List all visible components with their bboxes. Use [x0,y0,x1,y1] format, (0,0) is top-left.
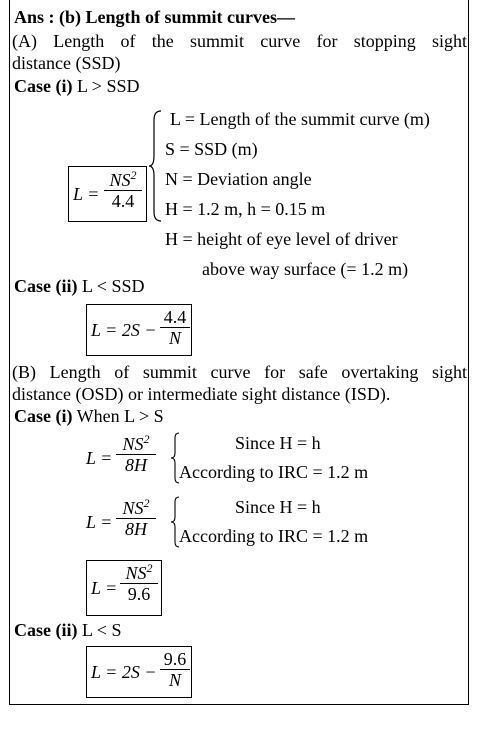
formula-d-numerator: 9.6 [163,649,187,669]
formula-d-fraction [160,649,190,690]
formula-2-lhs: L = 2S − [91,320,157,340]
formula-b-denominator: 8H [116,518,156,539]
section-a-title-line2: distance (SSD) [12,53,121,73]
case-ii-label: Case (ii) [14,276,78,296]
formula-b-numerator: $NS^2$ [122,496,150,518]
formula-a-lhs: L = [86,448,113,468]
case-b-i-row [14,406,164,426]
formula-d-denominator: N [160,669,190,690]
formula-1-fraction [104,170,142,211]
case-b-ii-row [14,620,121,640]
formula-b-fraction [116,498,156,539]
formula-1-numerator: $NS^2$ [109,168,137,190]
section-b-title-line1: (B) Length of summit curve for safe overtaking sight [12,362,467,382]
formula-c-fraction [120,563,158,604]
note-length: L = Length of the summit curve (m) [170,109,430,129]
note-ssd: S = SSD (m) [165,139,258,159]
note-heights: H = 1.2 m, h = 0.15 m [165,199,326,219]
case-b-i-condition: When L > S [76,406,164,426]
formula-a-numerator: $NS^2$ [122,432,150,454]
case-ii-row [14,276,144,296]
formula-d-lhs: L = 2S − [91,662,157,682]
case-b-ii-label: Case (ii) [14,620,78,640]
case-ii-condition: L < SSD [81,276,145,296]
case-i-row [14,76,139,96]
formula-2-fraction [160,307,190,348]
case-b-ii-condition: L < S [81,620,122,640]
formula-a-note2: According to IRC = 1.2 m [179,462,369,482]
formula-b-note2: According to IRC = 1.2 m [179,526,369,546]
formula-c-numerator: $NS^2$ [125,561,153,583]
case-i-label: Case (i) [14,76,73,96]
formula-c-denominator: 9.6 [120,583,158,604]
left-brace-icon [148,110,162,222]
note-eye-level: H = height of eye level of driver [165,229,398,249]
section-a-title-line1: (A) Length of the summit curve for stopping sight [12,31,467,51]
formula-a-fraction [116,434,156,475]
formula-b-note1: Since H = h [235,497,321,517]
answer-panel [9,0,469,705]
answer-heading: Ans : (b) Length of summit curves— [14,7,295,27]
formula-a-denominator: 8H [116,454,156,475]
note-above-surface: above way surface (= 1.2 m) [202,259,409,279]
case-b-i-label: Case (i) [14,406,73,426]
formula-c-lhs: L = [91,578,118,598]
formula-b-lhs: L = [86,512,113,532]
formula-1-lhs: L = [73,184,100,204]
formula-2-numerator: 4.4 [163,307,187,327]
case-i-condition: L > SSD [76,76,140,96]
note-deviation: N = Deviation angle [165,169,312,189]
formula-1-denominator: 4.4 [104,190,142,211]
section-b-title-line2: distance (OSD) or intermediate sight distance (ISD). [12,384,391,404]
formula-2-denominator: N [160,327,190,348]
formula-a-note1: Since H = h [235,433,321,453]
